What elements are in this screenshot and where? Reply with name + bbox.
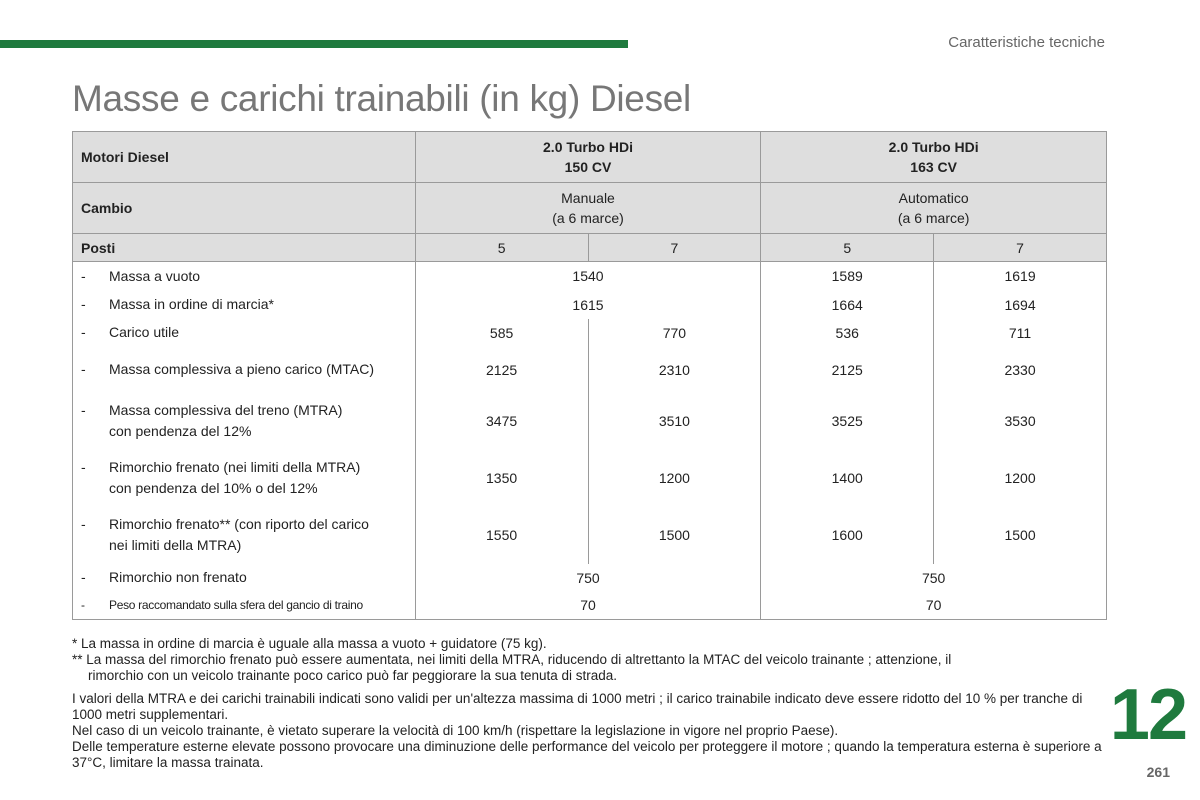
row-label: - Massa complessiva a pieno carico (MTAC)	[73, 347, 416, 393]
cell-value: 1200	[934, 450, 1107, 507]
table-row	[73, 291, 1107, 319]
note-speed: Nel caso di un veicolo trainante, è vietato superare la velocità di 100 km/h (rispettare la legislazione in vigore nel proprio Paese).	[72, 723, 839, 739]
gearbox-auto: Automatico (a 6 marce)	[761, 183, 1107, 234]
cell-value: 1500	[588, 507, 761, 564]
cell-value: 3475	[415, 393, 588, 450]
footnotes	[72, 636, 1112, 772]
cambio-label: Cambio	[73, 183, 416, 234]
cell-value: 3525	[761, 393, 934, 450]
row-label: - Rimorchio frenato** (con riporto del carico nei limiti della MTRA)	[73, 507, 416, 564]
footnote-1: * La massa in ordine di marcia è uguale alla massa a vuoto + guidatore (75 kg).	[72, 636, 547, 651]
row-label: - Massa in ordine di marcia*	[73, 291, 416, 319]
cell-value: 770	[588, 319, 761, 347]
table-row	[73, 393, 1107, 450]
page-title: Masse e carichi trainabili (in kg) Diesel	[72, 78, 691, 119]
cell-value: 3510	[588, 393, 761, 450]
cell-value: 70	[415, 592, 761, 620]
row-label: - Rimorchio non frenato	[73, 564, 416, 592]
chapter-number: 12	[1109, 675, 1186, 755]
cell-value: 2330	[934, 347, 1107, 393]
section-title: Caratteristiche tecniche	[948, 34, 1105, 51]
table-row	[73, 347, 1107, 393]
table-row	[73, 592, 1107, 620]
cell-value: 536	[761, 319, 934, 347]
posti-value: 7	[588, 234, 761, 262]
cell-value: 1619	[934, 262, 1107, 291]
motori-label: Motori Diesel	[73, 132, 416, 183]
row-label: - Massa complessiva del treno (MTRA) con pendenza del 12%	[73, 393, 416, 450]
cell-value: 1500	[934, 507, 1107, 564]
posti-row	[73, 234, 1107, 262]
gearbox-row	[73, 183, 1107, 234]
cell-value: 750	[761, 564, 1107, 592]
engine-row	[73, 132, 1107, 183]
posti-value: 5	[415, 234, 588, 262]
page-number: 261	[1146, 764, 1170, 780]
cell-value: 711	[934, 319, 1107, 347]
cell-value: 1350	[415, 450, 588, 507]
table-row	[73, 564, 1107, 592]
note-altitude: I valori della MTRA e dei carichi trainabili indicati sono validi per un'altezza massima di 1000 metri ; il carico trainabile indicato deve essere ridotto del 10 % per tranche di 1000 metri supplementari.	[72, 690, 1083, 722]
table-row	[73, 319, 1107, 347]
table-row	[73, 507, 1107, 564]
engine-150: 2.0 Turbo HDi 150 CV	[415, 132, 761, 183]
cell-value: 1540	[415, 262, 761, 291]
row-label: - Carico utile	[73, 319, 416, 347]
header-accent-bar	[0, 40, 628, 48]
table-row	[73, 450, 1107, 507]
cell-value: 1615	[415, 291, 761, 319]
footnote-2-cont: rimorchio con un veicolo trainante poco carico può far peggiorare la sua tenuta di strada.	[88, 668, 618, 684]
row-label: - Massa a vuoto	[73, 262, 416, 291]
cell-value: 1694	[934, 291, 1107, 319]
cell-value: 1589	[761, 262, 934, 291]
cell-value: 1664	[761, 291, 934, 319]
row-label: - Peso raccomandato sulla sfera del gancio di traino	[73, 592, 416, 620]
gearbox-manual: Manuale (a 6 marce)	[415, 183, 761, 234]
posti-value: 5	[761, 234, 934, 262]
cell-value: 70	[761, 592, 1107, 620]
posti-value: 7	[934, 234, 1107, 262]
row-label: - Rimorchio frenato (nei limiti della MTRA) con pendenza del 10% o del 12%	[73, 450, 416, 507]
weights-table	[72, 131, 1107, 620]
cell-value: 1550	[415, 507, 588, 564]
cell-value: 1600	[761, 507, 934, 564]
cell-value: 2125	[761, 347, 934, 393]
cell-value: 1400	[761, 450, 934, 507]
table-row	[73, 262, 1107, 291]
cell-value: 3530	[934, 393, 1107, 450]
engine-163: 2.0 Turbo HDi 163 CV	[761, 132, 1107, 183]
posti-label: Posti	[73, 234, 416, 262]
cell-value: 1200	[588, 450, 761, 507]
cell-value: 585	[415, 319, 588, 347]
cell-value: 2310	[588, 347, 761, 393]
footnote-2: ** La massa del rimorchio frenato può essere aumentata, nei limiti della MTRA, riducendo di altrettanto la MTAC del veicolo trainante ; attenzione, il	[72, 652, 952, 668]
cell-value: 750	[415, 564, 761, 592]
cell-value: 2125	[415, 347, 588, 393]
note-temperature: Delle temperature esterne elevate possono provocare una diminuzione delle performance del veicolo per proteggere il motore ; quando la temperatura esterna è superiore a 37°C, limitare la massa trainata.	[72, 739, 1102, 771]
